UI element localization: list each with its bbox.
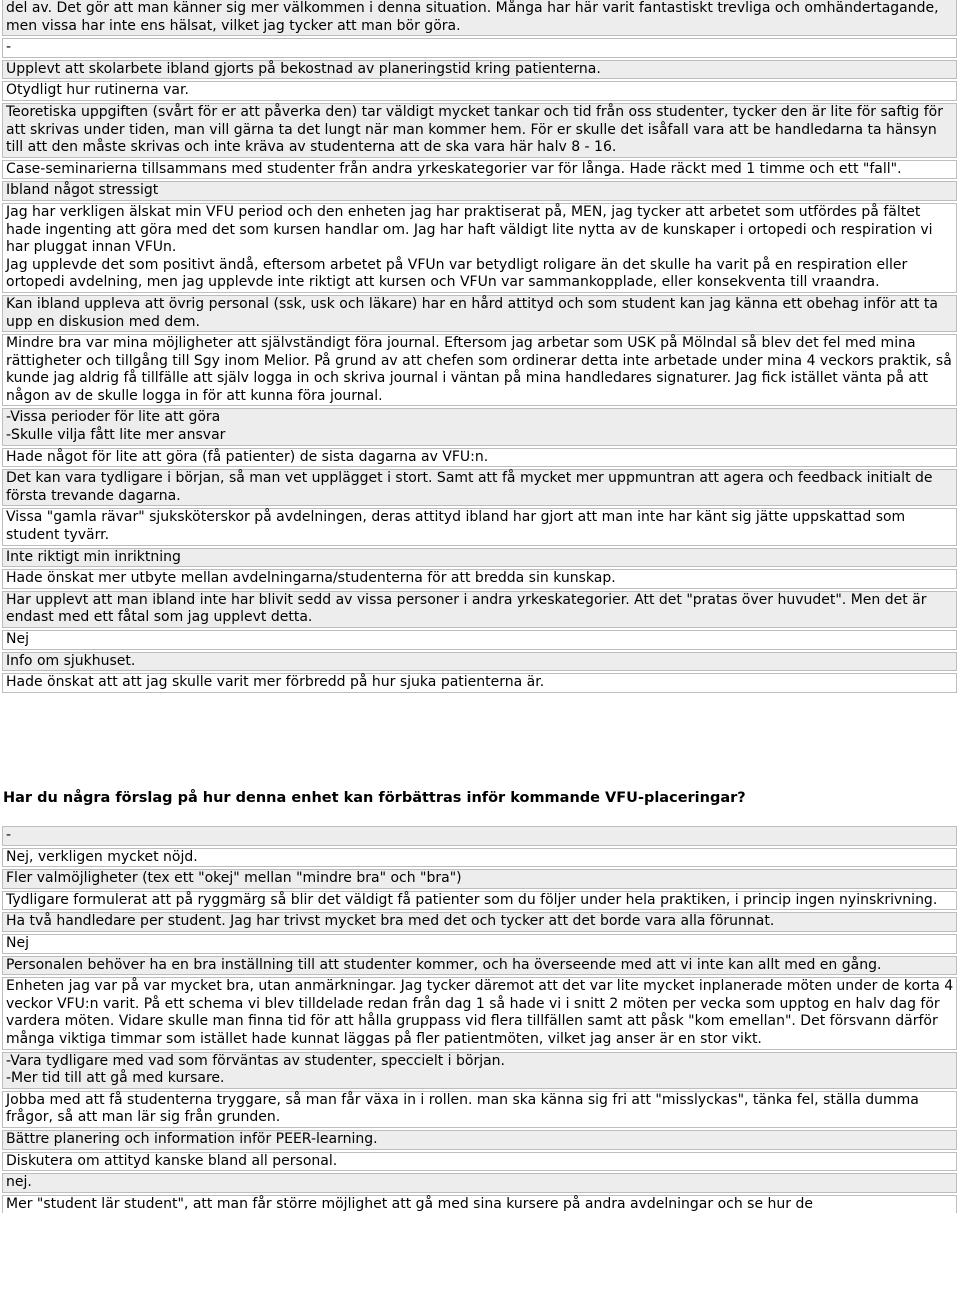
response-row: Personalen behöver ha en bra inställning till att studenter kommer, och ha överseende med att vi inte kan allt med en gång. xyxy=(2,956,957,976)
question-heading: Har du några förslag på hur denna enhet kan förbättras inför kommande VFU-placeringar? xyxy=(3,790,746,806)
response-row: Diskutera om attityd kanske bland all personal. xyxy=(2,1152,957,1172)
response-row: Enheten jag var på var mycket bra, utan anmärkningar. Jag tycker däremot att det var lite mycket inplanerade möten under de korta 4 veckor VFU:n varit. På ett schema vi blev tilldelade redan från dag 1 så hade vi i snitt 2 möten per vecka som upptog en halv dag för vardera möten. Vidare skulle man finna tid för att hålla gruppass vid flera tillfällen samt att påsk "kom emellan". Det försvann därför många viktiga timmar som istället hade kunnat läggas på fler patientmöten, vilket jag anser är en stor vikt. xyxy=(2,977,957,1049)
response-row: Kan ibland uppleva att övrig personal (ssk, usk och läkare) har en hård attityd och som student kan jag känna ett obehag inför att ta upp en diskusion med dem. xyxy=(2,295,957,332)
response-row: Hade önskat mer utbyte mellan avdelningarna/studenterna för att bredda sin kunskap. xyxy=(2,569,957,589)
response-row: Case-seminarierna tillsammans med studenter från andra yrkeskategorier var för långa. Hade räckt med 1 timme och ett "fall". xyxy=(2,160,957,180)
response-row: Teoretiska uppgiften (svårt för er att påverka den) tar väldigt mycket tankar och tid från oss studenter, tycker den är lite för saftig för att skrivas under tiden, man vill gärna ta det lungt när man kommer hem. För er skulle det isåfall vara att be handledarna ta hänsyn till att den måste skrivas och inte kräva av studenterna att de ska vara här halv 8 - 16. xyxy=(2,103,957,158)
response-row: Mer "student lär student", att man får större möjlighet att gå med sina kursere på andra avdelningar och se hur de xyxy=(2,1195,957,1214)
response-row: Fler valmöjligheter (tex ett "okej" mellan "mindre bra" och "bra") xyxy=(2,869,957,889)
response-row: Hade något för lite att göra (få patienter) de sista dagarna av VFU:n. xyxy=(2,448,957,468)
response-row: Nej xyxy=(2,934,957,954)
response-row: Vissa "gamla rävar" sjuksköterskor på avdelningen, deras attityd ibland har gjort att man inte har känt sig jätte uppskattad som student tyvärr. xyxy=(2,508,957,545)
response-row: - xyxy=(2,38,957,58)
response-row: -Vara tydligare med vad som förväntas av studenter, speccielt i början. -Mer tid till att gå med kursare. xyxy=(2,1052,957,1089)
response-table-2 xyxy=(2,826,957,1213)
response-row: -Vissa perioder för lite att göra -Skulle vilja fått lite mer ansvar xyxy=(2,408,957,445)
response-row: Jobba med att få studenterna tryggare, så man får växa in i rollen. man ska känna sig fri att "misslyckas", tänka fel, ställa dumma frågor, så att man lär sig från grunden. xyxy=(2,1091,957,1128)
response-row: Ha två handledare per student. Jag har trivst mycket bra med det och tycker att det borde vara alla förunnat. xyxy=(2,912,957,932)
response-row: Det kan vara tydligare i början, så man vet upplägget i stort. Samt att få mycket mer uppmuntran att agera och feedback initialt de första trevande dagarna. xyxy=(2,469,957,506)
response-row: nej. xyxy=(2,1173,957,1193)
response-row: del av. Det gör att man känner sig mer välkommen i denna situation. Många har här varit fantastiskt trevliga och omhändertagande, men vissa har inte ens hälsat, vilket jag tycker att man bör göra. xyxy=(2,0,957,36)
response-row: Tydligare formulerat att på ryggmärg så blir det väldigt få patienter som du följer under hela praktiken, i princip ingen nyinskrivning. xyxy=(2,891,957,911)
response-row: Har upplevt att man ibland inte har blivit sedd av vissa personer i andra yrkeskategorier. Att det "pratas över huvudet". Men det är endast med ett fåtal som jag upplevt detta. xyxy=(2,591,957,628)
response-row: Info om sjukhuset. xyxy=(2,652,957,672)
response-row: Hade önskat att att jag skulle varit mer förbredd på hur sjuka patienterna är. xyxy=(2,673,957,693)
response-row: Jag har verkligen älskat min VFU period och den enheten jag har praktiserat på, MEN, jag tycker att arbetet som utfördes på fältet hade ingenting att göra med det som kursen handlar om. Jag har haft väldigt lite nytta av de kunskaper i ortopedi och respiration vi har pluggat innan VFUn. Jag upplevde det som positivt ändå, eftersom arbetet på VFUn var betydligt roligare än det skulle ha varit på en respiration eller ortopedi avdelning, men jag upplevde inte riktigt att kursen och VFUn var sammankopplade, eller konsekventa till vraandra. xyxy=(2,203,957,293)
response-row: Upplevt att skolarbete ibland gjorts på bekostnad av planeringstid kring patienterna. xyxy=(2,60,957,80)
response-row: Nej, verkligen mycket nöjd. xyxy=(2,848,957,868)
response-row: Inte riktigt min inriktning xyxy=(2,548,957,568)
response-table-1 xyxy=(2,0,957,695)
response-row: Nej xyxy=(2,630,957,650)
response-row: Otydligt hur rutinerna var. xyxy=(2,81,957,101)
response-row: Bättre planering och information inför PEER-learning. xyxy=(2,1130,957,1150)
response-row: - xyxy=(2,826,957,846)
response-row: Mindre bra var mina möjligheter att självständigt föra journal. Eftersom jag arbetar som USK på Mölndal så blev det fel med mina rättigheter och tillgång till Sgy inom Melior. På grund av att chefen som ordinerar detta inte arbetade under mina 4 veckors praktik, så kunde jag aldrig få tillfälle att själv logga in och skriva journal i väntan på mina handledares signaturer. Jag fick istället vänta på att någon av de skulle logga in för att kunna föra journal. xyxy=(2,334,957,406)
response-row: Ibland något stressigt xyxy=(2,181,957,201)
